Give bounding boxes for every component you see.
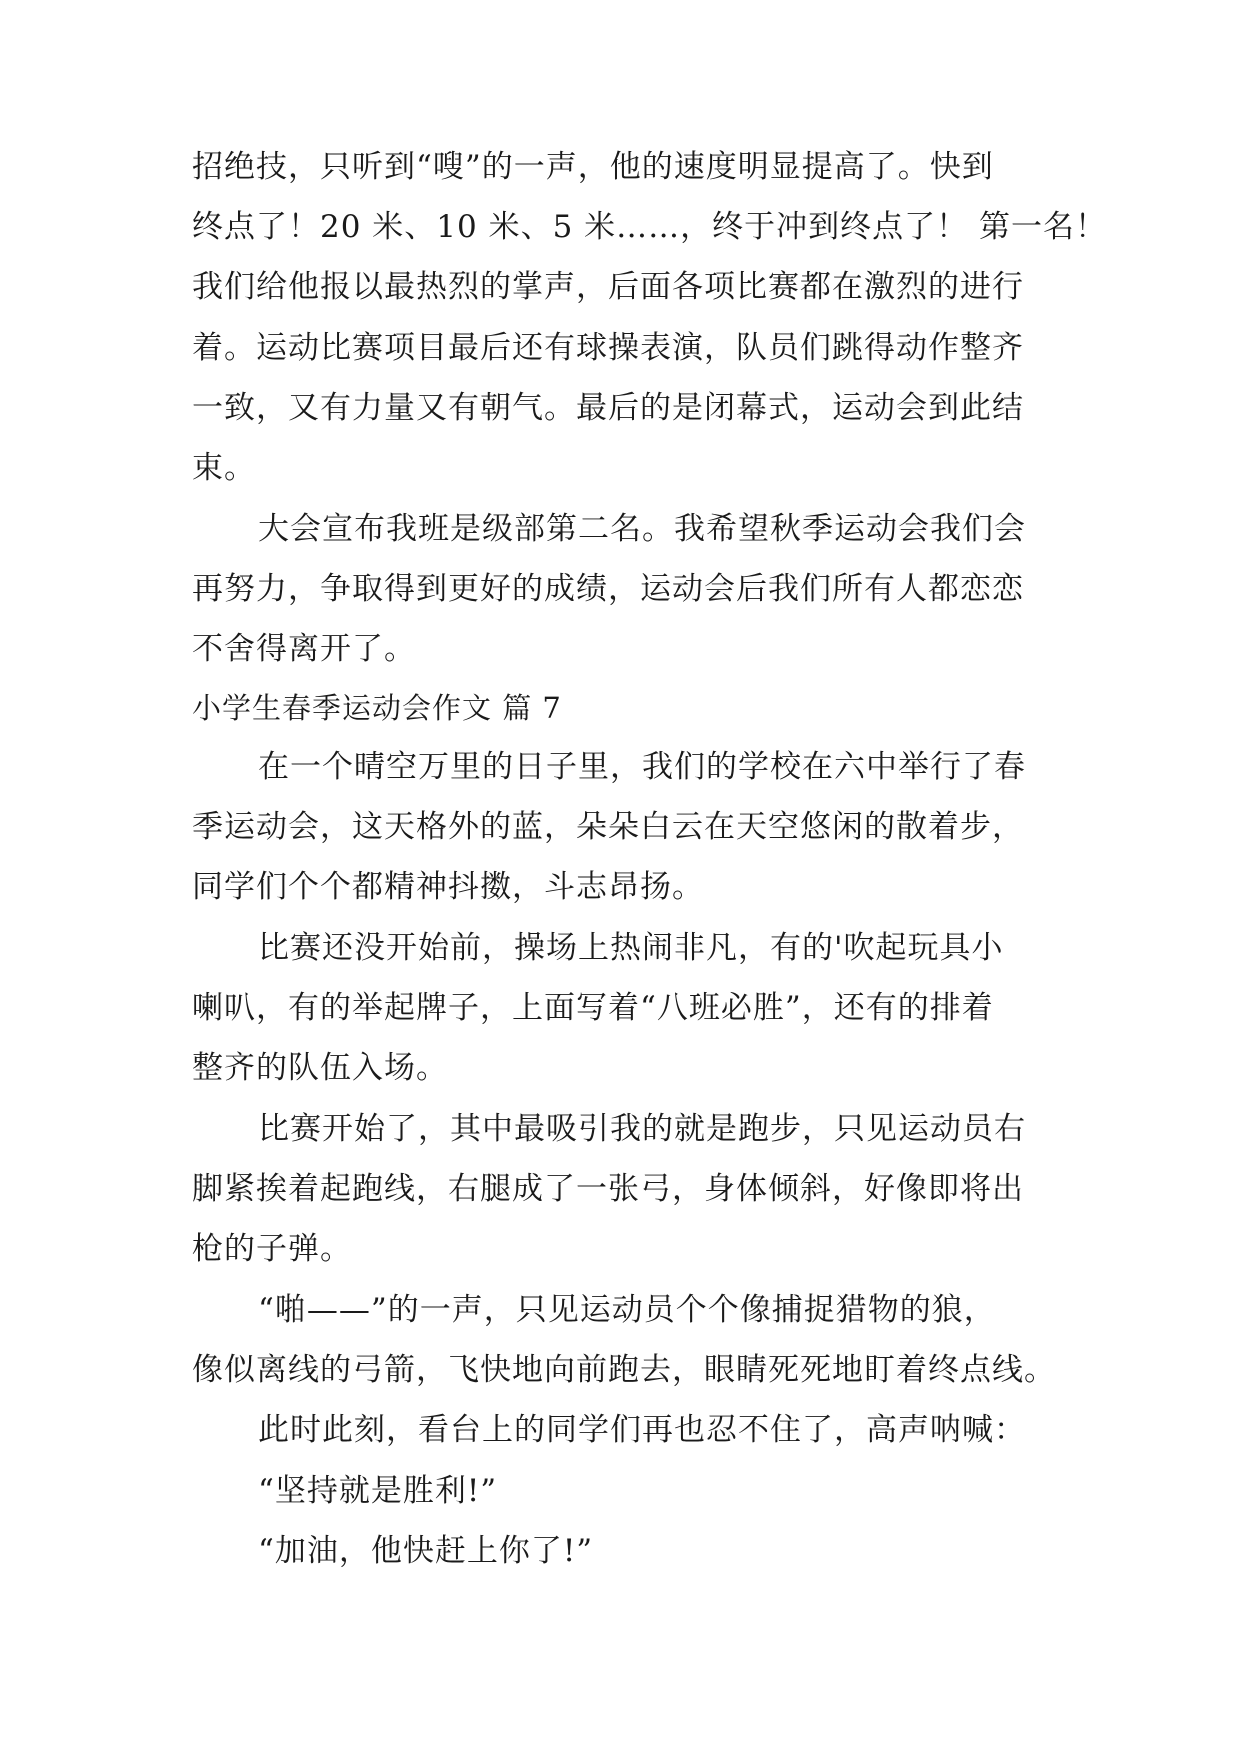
text-line: 喇叭，有的举起牌子，上面写着“八班必胜”，还有的排着 — [192, 990, 994, 1026]
paragraph-first-line: 在一个晴空万里的日子里，我们的学校在六中举行了春 — [258, 749, 1026, 785]
text-line: 像似离线的弓箭，飞快地向前跑去，眼睛死死地盯着终点线。 — [192, 1352, 1056, 1388]
text-line: 不舍得离开了。 — [192, 631, 416, 667]
paragraph-first-line: 大会宣布我班是级部第二名。我希望秋季运动会我们会 — [258, 511, 1026, 547]
text-line: 着。运动比赛项目最后还有球操表演，队员们跳得动作整齐 — [192, 330, 1024, 366]
text-line: 季运动会，这天格外的蓝，朵朵白云在天空悠闲的散着步， — [192, 809, 1024, 845]
section-heading: 小学生春季运动会作文 篇 7 — [192, 691, 562, 725]
text-line: 脚紧挨着起跑线，右腿成了一张弓，身体倾斜，好像即将出 — [192, 1171, 1024, 1207]
paragraph-first-line: “啪——”的一声，只见运动员个个像捕捉猎物的狼， — [258, 1292, 996, 1328]
paragraph-first-line: 此时此刻，看台上的同学们再也忍不住了，高声呐喊： — [258, 1412, 1026, 1448]
quote-line: “加油，他快赶上你了!” — [258, 1533, 594, 1569]
quote-line: “坚持就是胜利!” — [258, 1473, 498, 1509]
paragraph-first-line: 比赛还没开始前，操场上热闹非凡，有的'吹起玩具小 — [258, 930, 1004, 966]
text-line: 同学们个个都精神抖擞，斗志昂扬。 — [192, 869, 704, 905]
text-line: 终点了！20 米、10 米、5 米……，终于冲到终点了！ 第一名！ — [192, 209, 1108, 245]
text-line: 再努力，争取得到更好的成绩，运动会后我们所有人都恋恋 — [192, 571, 1024, 607]
text-line: 整齐的队伍入场。 — [192, 1050, 448, 1086]
text-line: 我们给他报以最热烈的掌声，后面各项比赛都在激烈的进行 — [192, 269, 1024, 305]
text-line: 束。 — [192, 450, 256, 486]
paragraph-first-line: 比赛开始了，其中最吸引我的就是跑步，只见运动员右 — [258, 1111, 1026, 1147]
text-line: 一致，又有力量又有朝气。最后的是闭幕式，运动会到此结 — [192, 390, 1024, 426]
text-line: 枪的子弹。 — [192, 1231, 352, 1267]
text-line: 招绝技，只听到“嗖”的一声，他的速度明显提高了。快到 — [192, 149, 994, 185]
